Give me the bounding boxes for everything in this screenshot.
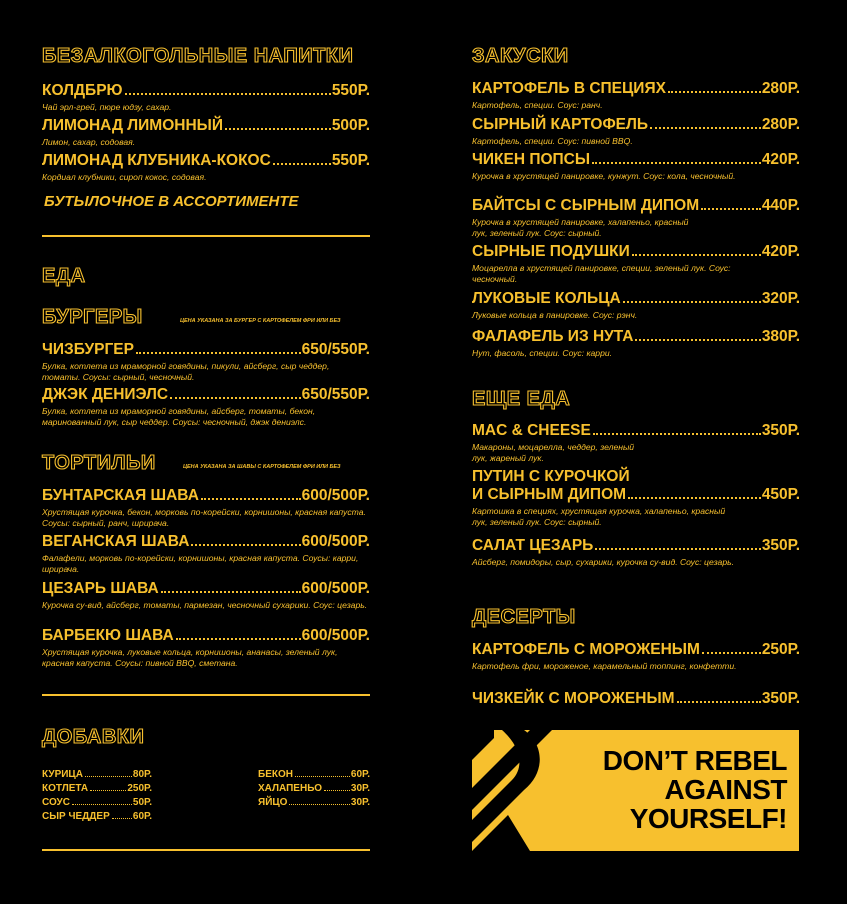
- leader-dots: [623, 301, 761, 303]
- addon-name: БЕКОН: [258, 769, 293, 780]
- promo-banner: [472, 730, 799, 851]
- leader-dots: [701, 208, 761, 210]
- leader-dots: [85, 776, 132, 777]
- item-description: Курочка в хрустящей панировке, кунжут. Соус: кола, чесночный.: [472, 171, 736, 181]
- item-description: Картошка в специях, хрустящая курочка, халапеньо, красный лук, зеленый лук. Соус: сырный.: [472, 506, 726, 527]
- leader-dots: [595, 548, 761, 550]
- addon-name: СЫР ЧЕДДЕР: [42, 811, 110, 822]
- leader-dots: [90, 790, 126, 791]
- divider: [42, 849, 370, 851]
- bottled-note: БУТЫЛОЧНОЕ В АССОРТИМЕНТЕ: [44, 193, 299, 210]
- item-price: 650/550Р.: [301, 386, 370, 403]
- item-price: 250Р.: [761, 641, 800, 658]
- item-name: ФАЛАФЕЛЬ ИЗ НУТА: [472, 328, 634, 345]
- item-description: Айсберг, помидоры, сыр, сухарики, курочка су-вид. Соус: цезарь.: [472, 557, 735, 567]
- menu-item: [472, 468, 800, 527]
- item-description: Фалафели, морковь по-корейски, корнишоны, красная капуста. Соусы: карри, шрирача.: [42, 553, 359, 574]
- leader-dots: [702, 652, 761, 654]
- item-price: 320Р.: [761, 290, 800, 307]
- item-description: Моцарелла в хрустящей панировке, специи, зеленый лук. Соус: чесночный.: [472, 263, 731, 284]
- leader-dots: [668, 91, 761, 93]
- menu-item: [472, 290, 800, 321]
- menu-item: [42, 117, 370, 148]
- item-name: MAC & CHEESE: [472, 422, 591, 439]
- item-description: Луковые кольца в панировке. Соус: рэнч.: [472, 310, 638, 320]
- item-description: Картофель, специи. Соус: пивной BBQ.: [472, 136, 633, 146]
- menu-item: [472, 80, 800, 111]
- menu-item: [42, 341, 370, 382]
- item-price: 450Р.: [761, 486, 800, 503]
- addon-name: ЯЙЦО: [258, 797, 288, 808]
- item-description: Нут, фасоль, специи. Соус: карри.: [472, 348, 613, 358]
- item-price: 350Р.: [761, 537, 800, 554]
- item-price: 350Р.: [761, 690, 800, 707]
- promo-line: AGAINST: [664, 774, 787, 805]
- menu-item: [472, 422, 800, 463]
- menu-item: [42, 152, 370, 183]
- leader-dots: [650, 127, 761, 129]
- addons-list-right: [258, 768, 370, 810]
- item-description: Булка, котлета из мраморной говядины, айсберг, томаты, бекон, маринованный лук, сыр чеддер. Соусы: чесночный, джэк дениэлс.: [42, 406, 316, 427]
- menu-item: [42, 533, 370, 574]
- desserts-heading: ДЕСЕРТЫ: [472, 606, 576, 628]
- menu-item: [42, 386, 370, 427]
- leader-dots: [677, 701, 761, 703]
- menu-item: [472, 197, 800, 238]
- item-name: И СЫРНЫМ ДИПОМ: [472, 486, 627, 503]
- leader-dots: [324, 790, 350, 791]
- item-price: 650/550Р.: [301, 341, 370, 358]
- leader-dots: [225, 128, 331, 130]
- item-price: 440Р.: [761, 197, 800, 214]
- item-description: Хрустящая курочка, бекон, морковь по-корейски, корнишоны, красная капуста. Соусы: сырный, ранч, шрирача.: [42, 507, 366, 528]
- item-description: Курочка в хрустящей панировке, халапеньо, красный лук, зеленый лук. Соус: сырный.: [472, 217, 689, 238]
- leader-dots: [628, 497, 761, 499]
- divider: [42, 235, 370, 237]
- item-description: Кордиал клубники, сироп кокос, содовая.: [42, 172, 207, 182]
- item-description: Чай эрл-грей, пюре юдзу, сахар.: [42, 102, 172, 112]
- menu-item: [42, 627, 370, 668]
- item-name: БАРБЕКЮ ШАВА: [42, 627, 174, 644]
- addons-list-left: [42, 768, 152, 824]
- item-name: ЛИМОНАД КЛУБНИКА-КОКОС: [42, 152, 271, 169]
- leader-dots: [632, 254, 761, 256]
- leader-dots: [592, 162, 761, 164]
- snacks-heading: ЗАКУСКИ: [472, 45, 569, 67]
- menu-item: [472, 690, 800, 708]
- item-description: Лимон, сахар, содовая.: [42, 137, 136, 147]
- item-name: ЧИЗБУРГЕР: [42, 341, 134, 358]
- leader-dots: [201, 498, 301, 500]
- item-name: СЫРНЫЕ ПОДУШКИ: [472, 243, 630, 260]
- tortillas-heading: ТОРТИЛЬИ: [42, 452, 156, 474]
- addon-price: 50Р.: [132, 797, 152, 808]
- item-price: 280Р.: [761, 116, 800, 133]
- burgers-heading: БУРГЕРЫ: [42, 306, 143, 328]
- menu-item: [42, 487, 370, 528]
- addon-price: 60Р.: [350, 769, 370, 780]
- item-description: Хрустящая курочка, луковые кольца, корнишоны, ананасы, зеленый лук, красная капуста. Соусы: пивной BBQ, сметана.: [42, 647, 338, 668]
- item-name: ДЖЭК ДЕНИЭЛС: [42, 386, 169, 403]
- item-name: ЧИКЕН ПОПСЫ: [472, 151, 591, 168]
- menu-item: [472, 641, 800, 672]
- item-price: 550Р.: [331, 152, 370, 169]
- item-name: КАРТОФЕЛЬ В СПЕЦИЯХ: [472, 80, 666, 97]
- divider: [42, 694, 370, 696]
- item-name-line1: ПУТИН С КУРОЧКОЙ: [472, 468, 630, 485]
- addon-name: ХАЛАПЕНЬО: [258, 783, 323, 794]
- item-name: ЦЕЗАРЬ ШАВА: [42, 580, 159, 597]
- promo-line: DON’T REBEL: [602, 745, 787, 776]
- item-name: ЛИМОНАД ЛИМОННЫЙ: [42, 117, 223, 134]
- leader-dots: [289, 804, 349, 805]
- addon-price: 30Р.: [350, 797, 370, 808]
- item-description: Картофель, специи. Соус: ранч.: [472, 100, 603, 110]
- leader-dots: [635, 339, 760, 341]
- item-price: 420Р.: [761, 151, 800, 168]
- leader-dots: [125, 93, 331, 95]
- menu-item: [472, 151, 800, 182]
- item-price: 600/500Р.: [301, 487, 370, 504]
- menu-item: [472, 537, 800, 568]
- item-price: 500Р.: [331, 117, 370, 134]
- more-food-heading: ЕЩЕ ЕДА: [472, 388, 571, 410]
- item-description: Картофель фри, мороженое, карамельный топпинг, конфетти.: [472, 661, 737, 671]
- item-name: САЛАТ ЦЕЗАРЬ: [472, 537, 594, 554]
- item-name: КАРТОФЕЛЬ С МОРОЖЕНЫМ: [472, 641, 700, 658]
- item-price: 420Р.: [761, 243, 800, 260]
- item-name: БАЙТСЫ С СЫРНЫМ ДИПОМ: [472, 197, 700, 214]
- menu-item: [472, 116, 800, 147]
- item-price: 600/500Р.: [301, 580, 370, 597]
- item-price: 600/500Р.: [301, 533, 370, 550]
- addon-price: 60Р.: [132, 811, 152, 822]
- item-description: Булка, котлета из мраморной говядины, пикули, айсберг, сыр чеддер, томаты. Соусы: сырный, чесночный.: [42, 361, 330, 382]
- item-name: КОЛДБРЮ: [42, 82, 123, 99]
- addon-price: 80Р.: [132, 769, 152, 780]
- tortillas-price-note: ЦЕНА УКАЗАНА ЗА ШАВЫ С КАРТОФЕЛЕМ ФРИ ИЛИ БЕЗ: [183, 464, 341, 470]
- addon-name: СОУС: [42, 797, 70, 808]
- addon-name: КОТЛЕТА: [42, 783, 89, 794]
- food-heading: ЕДА: [42, 265, 86, 287]
- burgers-price-note: ЦЕНА УКАЗАНА ЗА БУРГЕР С КАРТОФЕЛЕМ ФРИ ИЛИ БЕЗ: [180, 318, 341, 324]
- leader-dots: [136, 352, 301, 354]
- item-price: 600/500Р.: [301, 627, 370, 644]
- leader-dots: [191, 544, 300, 546]
- leader-dots: [112, 818, 132, 819]
- left-column: [42, 0, 370, 904]
- promo-slogan: [603, 746, 787, 833]
- addon-price: 250Р.: [127, 783, 152, 794]
- addon-price: 30Р.: [350, 783, 370, 794]
- leader-dots: [170, 397, 301, 399]
- promo-line: YOURSELF!: [629, 803, 787, 834]
- item-name: ВЕГАНСКАЯ ШАВА: [42, 533, 190, 550]
- item-description: Макароны, моцарелла, чеддер, зеленый лук, жареный лук.: [472, 442, 635, 463]
- menu-item: [472, 243, 800, 284]
- leader-dots: [176, 638, 301, 640]
- menu-item: [472, 328, 800, 359]
- item-price: 550Р.: [331, 82, 370, 99]
- menu-item: [42, 82, 370, 113]
- leader-dots: [161, 591, 301, 593]
- item-description: Курочка су-вид, айсберг, томаты, пармезан, чесночный сухарики. Соус: цезарь.: [42, 600, 368, 610]
- leader-dots: [72, 804, 132, 805]
- item-price: 350Р.: [761, 422, 800, 439]
- leader-dots: [295, 776, 350, 777]
- menu-item: [42, 580, 370, 611]
- item-price: 380Р.: [761, 328, 800, 345]
- item-name: СЫРНЫЙ КАРТОФЕЛЬ: [472, 116, 649, 133]
- item-name: ЧИЗКЕЙК С МОРОЖЕНЫМ: [472, 690, 675, 707]
- leader-dots: [273, 163, 331, 165]
- item-price: 280Р.: [761, 80, 800, 97]
- item-name: БУНТАРСКАЯ ШАВА: [42, 487, 199, 504]
- leader-dots: [593, 433, 761, 435]
- drinks-heading: БЕЗАЛКОГОЛЬНЫЕ НАПИТКИ: [42, 45, 354, 67]
- item-name: ЛУКОВЫЕ КОЛЬЦА: [472, 290, 621, 307]
- addons-heading: ДОБАВКИ: [42, 726, 145, 748]
- addon-name: КУРИЦА: [42, 769, 83, 780]
